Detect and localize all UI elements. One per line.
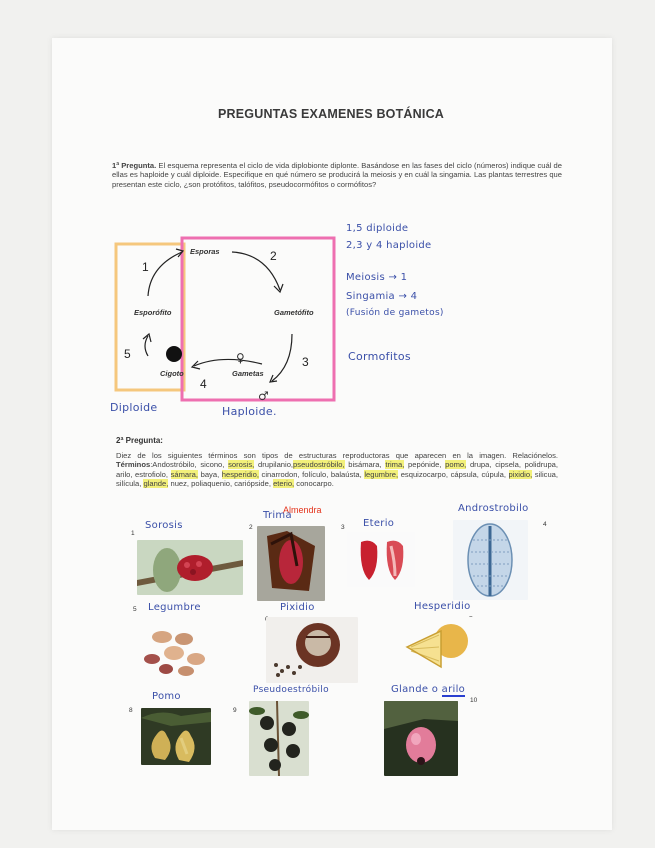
note-diploide: Diploide (110, 401, 158, 414)
photo-eterio (347, 532, 415, 587)
term-highlight: legumbre, (364, 469, 399, 479)
image-label-3: Eterio (363, 518, 395, 529)
image-number-9: 9 (233, 707, 237, 714)
note-haploide: Haploide. (222, 405, 277, 418)
image-number-2: 2 (249, 524, 253, 531)
photo-glande (384, 701, 458, 776)
answer-1-line-4: Singamia → 4 (346, 291, 418, 302)
question-2-intro: Diez de los siguientes términos son tipos de estructuras reproductoras que aparecen en la imagen. Relaciónelos. (116, 451, 558, 460)
photo-trima (257, 526, 325, 601)
image-label-6: Pixidio (280, 602, 315, 613)
term-highlight: eterio, (273, 478, 295, 488)
image-number-10: 10 (470, 697, 478, 704)
image-label-7: Hesperidio (414, 601, 471, 612)
term-highlight: glande, (143, 478, 169, 488)
terms-text: bisámara, (344, 460, 386, 470)
question-1-text: El esquema representa el ciclo de vida diplobionte diplonte. Basándose en las fases del ciclo (números) indique cuál de ellas es haploide y cuál diploide. Especifique en qué número se producirá la meiosis y en cuál la singamia. Las plantas terrestres que presentan este ciclo, ¿son protófitos, talófitos, pseudocormófitos o cormófitos? (112, 161, 563, 189)
image-number-4: 4 (543, 521, 547, 528)
label-gametas: Gametas (232, 369, 264, 378)
terms-text: :Andostróbilo, sicono, (150, 460, 229, 470)
terms-text: pepónide, (404, 460, 446, 470)
answer-1-line-5: (Fusión de gametos) (346, 308, 444, 318)
life-cycle-diagram (112, 236, 337, 421)
photo-androstrobilo (453, 520, 528, 600)
stage-number-5: 5 (124, 347, 131, 361)
term-highlight: sorosis, (228, 460, 255, 470)
image-number-5: 5 (133, 606, 137, 613)
male-symbol: ♂ (258, 389, 269, 403)
image-number-1: 1 (131, 530, 135, 537)
stage-number-2: 2 (270, 249, 277, 263)
document-page (52, 38, 612, 830)
terms-text: drupilanio, (254, 460, 294, 470)
terms-text: baya, (198, 469, 222, 479)
term-highlight: pixidio, (508, 469, 533, 479)
terms-label: Términos (116, 460, 151, 470)
question-2-label: 2ª Pregunta: (116, 436, 163, 445)
stage-number-4: 4 (200, 377, 207, 391)
image-label-10-underlined: arilo (441, 684, 466, 695)
answer-1-line-6: Cormofitos (348, 350, 411, 363)
stage-number-3: 3 (302, 355, 309, 369)
label-cigoto: Cigoto (160, 369, 184, 378)
term-highlight: hesperidio, (221, 469, 259, 479)
female-symbol: ♀ (236, 351, 245, 365)
photo-sorosis (137, 540, 243, 595)
stage-number-1: 1 (142, 260, 149, 274)
image-number-8: 8 (129, 707, 133, 714)
cigoto-dot (166, 346, 182, 362)
image-label-9: Pseudoestróbilo (253, 685, 329, 695)
page-title: PREGUNTAS EXAMENES BOTÁNICA (218, 107, 445, 121)
answer-1-line-3: Meiosis → 1 (346, 272, 408, 283)
terms-text: conocarpo. (294, 478, 334, 488)
almendra-label: Almendra (283, 505, 322, 515)
term-highlight: pseudostróbilo, (293, 460, 345, 470)
image-label-4: Androstrobilo (458, 503, 529, 514)
photo-hesperidio (401, 617, 473, 673)
photo-pixidio (266, 617, 358, 683)
term-highlight: trima, (385, 460, 405, 470)
term-highlight: pomo, (445, 460, 467, 470)
question-1 (112, 161, 562, 189)
label-esporofito: Esporófito (134, 308, 172, 317)
photo-legumbre (132, 623, 216, 681)
image-label-10 (391, 684, 465, 695)
answer-1-line-1: 1,5 diploide (346, 223, 409, 234)
terms-text: nuez, poliaquenio, cariópside, (168, 478, 274, 488)
photo-pomo (141, 708, 211, 765)
image-label-10-text: Glande o (391, 684, 442, 695)
image-label-1: Sorosis (145, 520, 183, 531)
terms-text: cinarrodon, folículo, balaústa, (258, 469, 365, 479)
terms-text: silicua, silícula, (116, 469, 558, 488)
image-label-5: Legumbre (148, 602, 201, 613)
image-label-2: Trima (263, 510, 292, 521)
terms-text: esquizocarpo, cápsula, cúpula, (398, 469, 509, 479)
image-label-8: Pomo (152, 691, 181, 702)
answer-1-line-2: 2,3 y 4 haploide (346, 240, 432, 251)
image-number-3: 3 (341, 524, 345, 531)
term-highlight: sámara, (170, 469, 199, 479)
question-1-label: 1ª Pregunta. (112, 161, 157, 170)
photo-pseudoestrobilo (249, 701, 309, 776)
label-gametofito: Gametófito (274, 308, 314, 317)
terms-text: drupa, cipsela, polidrupa, arilo, estrofiolo, (116, 460, 559, 479)
label-esporas: Esporas (190, 247, 220, 256)
question-2 (116, 451, 558, 488)
